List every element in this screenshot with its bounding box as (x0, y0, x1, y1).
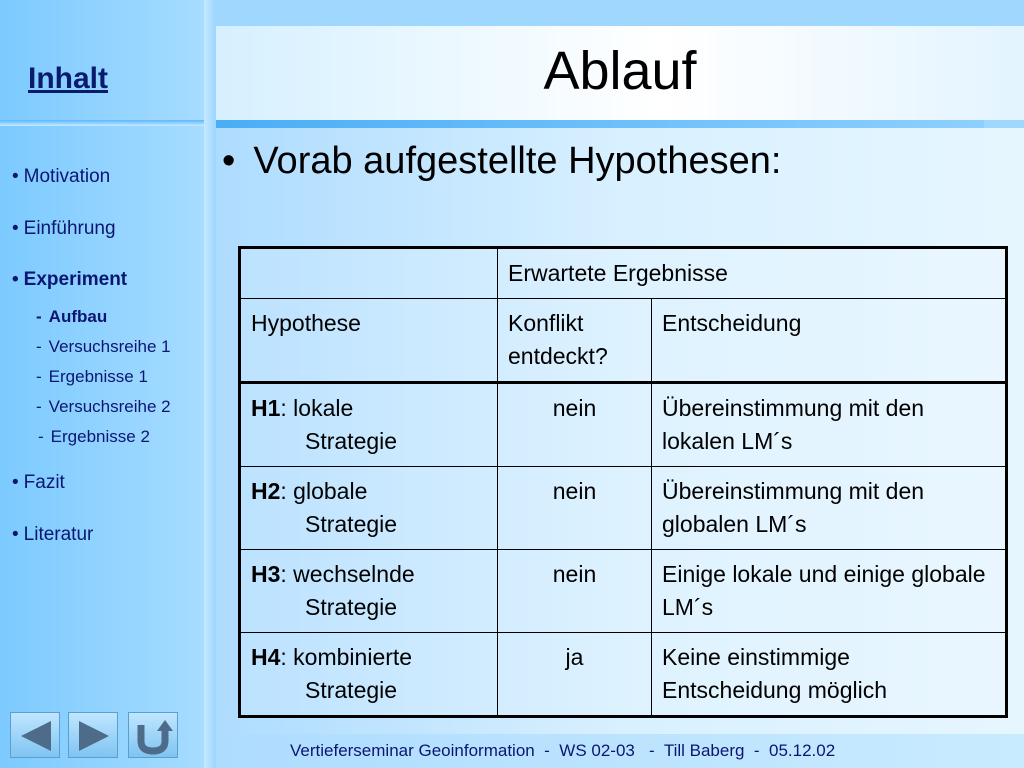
footer-text: Vertieferseminar Geoinformation - WS 02-03 - Till Baberg - 05.12.02 (290, 741, 836, 760)
hypothesis-name: : globale (280, 478, 368, 504)
header-entscheidung: Entscheidung (652, 299, 1007, 383)
sidebar-divider (204, 0, 216, 768)
nav-item-einfuehrung[interactable] (12, 218, 116, 240)
nav-item-label: Ergebnisse 1 (48, 367, 148, 386)
bullet-mark: • (222, 140, 236, 182)
decision-cell: Übereinstimmung mit den lokalen LM´s (652, 383, 1007, 467)
nav-dash: - (36, 337, 42, 356)
nav-item-label: Fazit (23, 472, 65, 493)
hypothesis-strategy: Strategie (305, 594, 398, 620)
nav-subitem-aufbau[interactable] (36, 307, 107, 327)
nav-item-label: Aufbau (48, 307, 108, 326)
table-corner-cell (240, 248, 498, 299)
hypothesis-cell (240, 633, 498, 717)
conflict-cell: nein (498, 383, 652, 467)
hypothesis-strategy: Strategie (305, 511, 398, 537)
nav-dash: - (36, 367, 42, 386)
nav-bullet: • (12, 472, 19, 493)
hypothesis-id: H2 (251, 478, 281, 504)
conflict-cell: nein (498, 550, 652, 633)
nav-bullet: • (12, 269, 19, 290)
nav-item-label: Motivation (23, 166, 111, 187)
table-row (240, 467, 1007, 550)
table-row (240, 383, 1007, 467)
table-row (240, 633, 1007, 717)
decision-cell: Keine einstimmige Entscheidung möglich (652, 633, 1007, 717)
header-konflikt: Konflikt entdeckt? (498, 299, 652, 383)
hypothesis-id: H4 (251, 644, 281, 670)
nav-item-literatur[interactable] (12, 524, 93, 546)
previous-slide-button[interactable] (10, 712, 60, 758)
conflict-cell: ja (498, 633, 652, 717)
return-button[interactable] (128, 712, 178, 758)
hypothesis-cell (240, 550, 498, 633)
decision-cell: Übereinstimmung mit den globalen LM´s (652, 467, 1007, 550)
nav-item-label: Versuchsreihe 1 (48, 337, 171, 356)
return-icon (129, 713, 179, 759)
sidebar-separator (0, 120, 204, 126)
conflict-cell: nein (498, 467, 652, 550)
nav-item-label: Ergebnisse 2 (50, 427, 150, 446)
hypothesis-strategy: Strategie (305, 428, 398, 454)
title-accent-bar (216, 120, 984, 128)
nav-dash: - (36, 397, 42, 416)
nav-subitem-versuchsreihe-2[interactable] (36, 397, 171, 417)
next-icon (69, 713, 119, 759)
nav-item-label: Literatur (23, 524, 94, 545)
nav-subitem-ergebnisse-2[interactable] (38, 427, 150, 447)
hypothesis-name: : wechselnde (280, 561, 415, 587)
hypothesis-name: : kombinierte (280, 644, 413, 670)
table-header-row (240, 248, 1007, 299)
nav-subitem-ergebnisse-1[interactable] (36, 367, 148, 387)
nav-subitem-versuchsreihe-1[interactable] (36, 337, 171, 357)
hypotheses-table (238, 246, 1008, 718)
table-row (240, 550, 1007, 633)
previous-icon (11, 713, 61, 759)
nav-bullet: • (12, 218, 19, 239)
hypothesis-id: H3 (251, 561, 281, 587)
hypothesis-cell (240, 383, 498, 467)
group-header: Erwartete Ergebnisse (498, 248, 1007, 299)
hypothesis-strategy: Strategie (305, 677, 398, 703)
nav-dash: - (38, 427, 44, 446)
header-hypothese: Hypothese (240, 299, 498, 383)
table-subheader-row (240, 299, 1007, 383)
nav-item-fazit[interactable] (12, 472, 65, 494)
bullet-label: Vorab aufgestellte Hypothesen: (253, 140, 782, 182)
nav-bullet: • (12, 166, 19, 187)
next-slide-button[interactable] (68, 712, 118, 758)
nav-item-motivation[interactable] (12, 166, 110, 188)
hypothesis-name: : lokale (280, 395, 354, 421)
nav-item-label: Experiment (23, 269, 128, 290)
decision-cell: Einige lokale und einige globale LM´s (652, 550, 1007, 633)
toc-title-link[interactable]: Inhalt (28, 62, 108, 95)
nav-item-label: Einführung (23, 218, 116, 239)
hypothesis-cell (240, 467, 498, 550)
nav-dash: - (36, 307, 42, 326)
bullet-text (222, 140, 781, 183)
nav-bullet: • (12, 524, 19, 545)
nav-item-experiment[interactable] (12, 269, 127, 291)
slide-title: Ablauf (543, 41, 697, 101)
hypothesis-id: H1 (251, 395, 281, 421)
nav-item-label: Versuchsreihe 2 (48, 397, 171, 416)
